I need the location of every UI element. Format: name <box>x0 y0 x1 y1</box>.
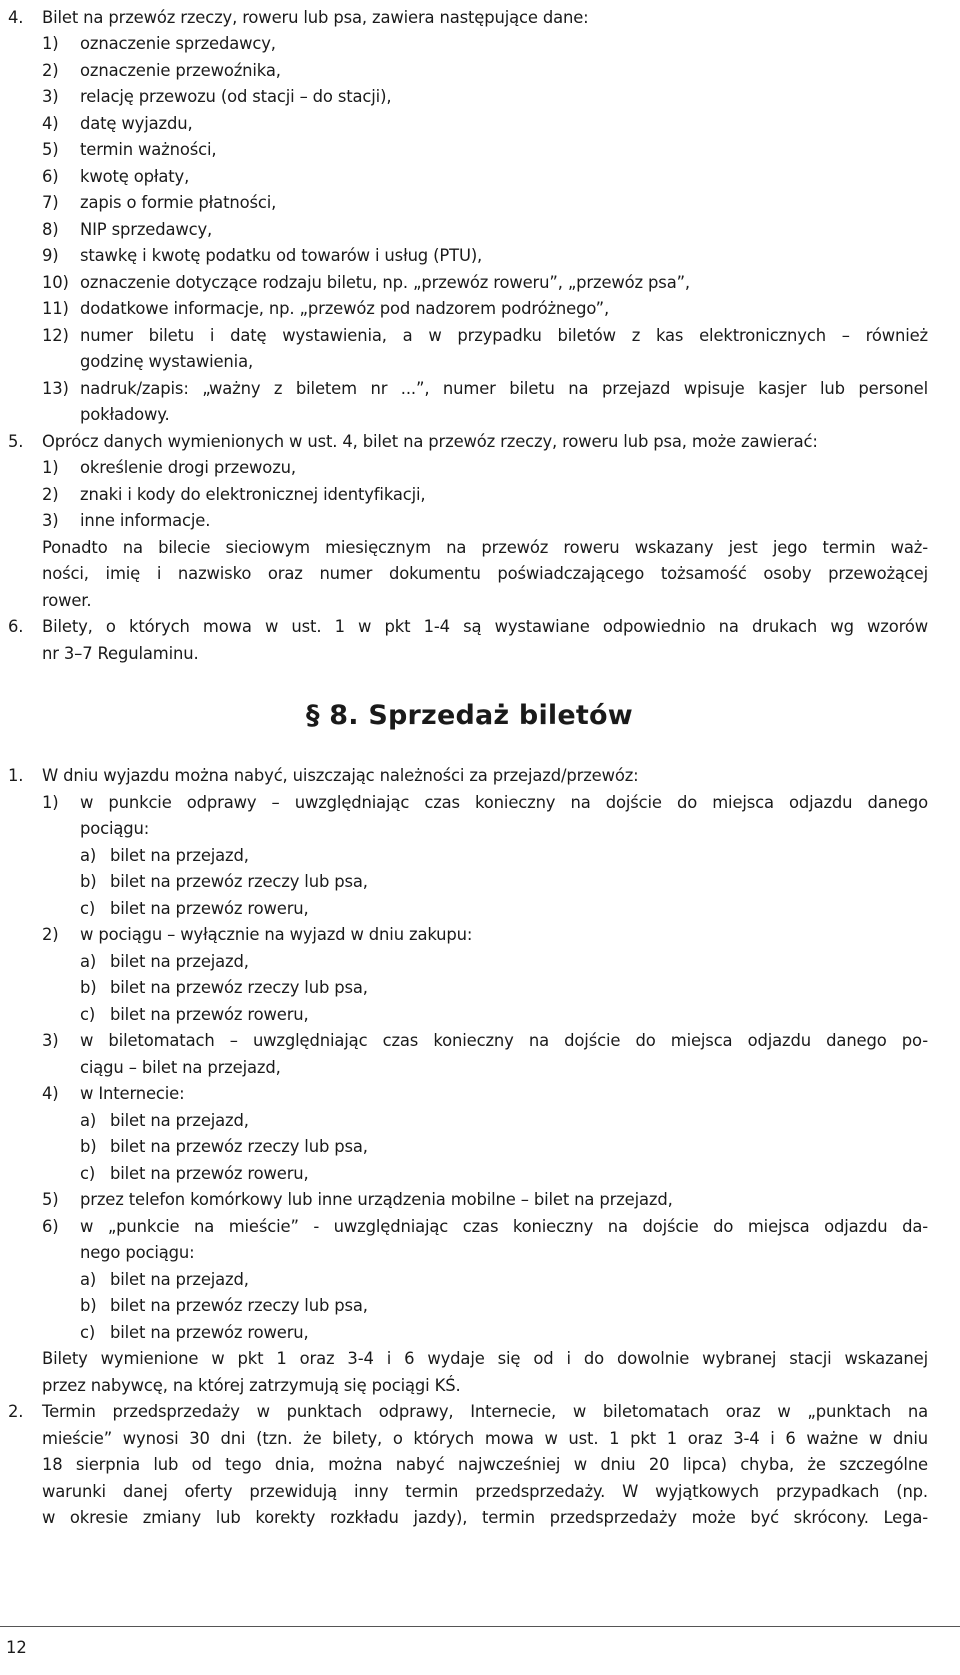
text-line: bilet na przejazd, <box>110 1111 249 1130</box>
text-line: w punkcie odprawy – uwzględniając czas konieczny na dojście do miejsca odjazdu danego <box>80 793 928 812</box>
list-marker: 4. <box>8 8 24 27</box>
list-marker: 6) <box>42 1217 59 1236</box>
list-marker: 2) <box>42 61 59 80</box>
list-marker: 3) <box>42 1031 59 1050</box>
text-line: numer biletu i datę wystawienia, a w przypadku biletów z kas elektronicznych – również <box>80 326 928 345</box>
list-marker: a) <box>80 952 97 971</box>
text-line: zapis o formie płatności, <box>80 193 277 212</box>
list-marker: 6) <box>42 167 59 186</box>
text-line: oznaczenie dotyczące rodzaju biletu, np. „przewóz roweru”, „przewóz psa”, <box>80 273 690 292</box>
text-line: w Internecie: <box>80 1084 185 1103</box>
list-marker: 4) <box>42 114 59 133</box>
text-line: określenie drogi przewozu, <box>80 458 296 477</box>
text-line: bilet na przewóz rzeczy lub psa, <box>110 1137 368 1156</box>
text-line: przez nabywcę, na której zatrzymują się pociągi KŚ. <box>42 1376 461 1395</box>
text-line: dodatkowe informacje, np. „przewóz pod nadzorem podróżnego”, <box>80 299 610 318</box>
list-marker: c) <box>80 1164 96 1183</box>
list-marker: 4) <box>42 1084 59 1103</box>
text-line: bilet na przewóz roweru, <box>110 1323 309 1342</box>
text-line: mieście” wynosi 30 dni (tzn. że bilety, o których mowa w ust. 1 pkt 1 oraz 3-4 i 6 ważne w dniu <box>42 1429 928 1448</box>
list-marker: 1) <box>42 458 59 477</box>
list-marker: 9) <box>42 246 59 265</box>
list-marker: a) <box>80 1111 97 1130</box>
text-line: bilet na przejazd, <box>110 952 249 971</box>
text-line: nego pociągu: <box>80 1243 195 1262</box>
text-line: bilet na przewóz rzeczy lub psa, <box>110 1296 368 1315</box>
text-line: oznaczenie sprzedawcy, <box>80 34 276 53</box>
text-line: rower. <box>42 591 92 610</box>
text-line: Termin przedsprzedaży w punktach odprawy, Internecie, w biletomatach oraz w „punktach na <box>42 1402 928 1421</box>
list-marker: 2) <box>42 925 59 944</box>
list-marker: 13) <box>42 379 69 398</box>
text-line: 18 sierpnia lub od tego dnia, można nabyć najwcześniej w dniu 20 lipca) chyba, że szczególne <box>42 1455 928 1474</box>
list-marker: 5) <box>42 1190 59 1209</box>
list-marker: b) <box>80 1137 97 1156</box>
page-number: 12 <box>6 1638 27 1657</box>
text-line: Ponadto na bilecie sieciowym miesięcznym na przewóz roweru wskazany jest jego termin waż- <box>42 538 928 557</box>
text-line: w pociągu – wyłącznie na wyjazd w dniu zakupu: <box>80 925 473 944</box>
section-heading: § 8. Sprzedaż biletów <box>306 700 633 731</box>
text-line: stawkę i kwotę podatku od towarów i usług (PTU), <box>80 246 483 265</box>
text-line: pokładowy. <box>80 405 170 424</box>
list-marker: 7) <box>42 193 59 212</box>
list-marker: c) <box>80 1323 96 1342</box>
list-marker: 3) <box>42 511 59 530</box>
list-marker: b) <box>80 1296 97 1315</box>
text-line: warunki danej oferty przewidują inny termin przedsprzedaży. W wyjątkowych przypadkach (np. <box>42 1482 928 1501</box>
text-line: bilet na przewóz roweru, <box>110 1164 309 1183</box>
footer-divider <box>0 1626 960 1627</box>
list-marker: 2. <box>8 1402 24 1421</box>
list-marker: c) <box>80 899 96 918</box>
text-line: termin ważności, <box>80 140 217 159</box>
text-line: kwotę opłaty, <box>80 167 190 186</box>
text-line: pociągu: <box>80 819 150 838</box>
text-line: Oprócz danych wymienionych w ust. 4, bilet na przewóz rzeczy, roweru lub psa, może zawierać: <box>42 432 818 451</box>
text-line: ności, imię i nazwisko oraz numer dokumentu poświadczającego tożsamość osoby przewożącej <box>42 564 928 583</box>
text-line: godzinę wystawienia, <box>80 352 254 371</box>
text-line: datę wyjazdu, <box>80 114 193 133</box>
text-line: bilet na przewóz roweru, <box>110 1005 309 1024</box>
text-line: bilet na przejazd, <box>110 1270 249 1289</box>
text-line: bilet na przewóz roweru, <box>110 899 309 918</box>
text-line: bilet na przejazd, <box>110 846 249 865</box>
text-line: bilet na przewóz rzeczy lub psa, <box>110 872 368 891</box>
list-marker: 1) <box>42 34 59 53</box>
text-line: ciągu – bilet na przejazd, <box>80 1058 281 1077</box>
list-marker: 2) <box>42 485 59 504</box>
list-marker: 8) <box>42 220 59 239</box>
text-line: Bilet na przewóz rzeczy, roweru lub psa, zawiera następujące dane: <box>42 8 589 27</box>
list-marker: 6. <box>8 617 24 636</box>
list-marker: b) <box>80 978 97 997</box>
list-marker: 10) <box>42 273 69 292</box>
text-line: w biletomatach – uwzględniając czas konieczny na dojście do miejsca odjazdu danego po- <box>80 1031 928 1050</box>
text-line: bilet na przewóz rzeczy lub psa, <box>110 978 368 997</box>
list-marker: 1. <box>8 766 24 785</box>
list-marker: 12) <box>42 326 69 345</box>
text-line: W dniu wyjazdu można nabyć, uiszczając należności za przejazd/przewóz: <box>42 766 639 785</box>
text-line: relację przewozu (od stacji – do stacji), <box>80 87 392 106</box>
list-marker: c) <box>80 1005 96 1024</box>
list-marker: 5. <box>8 432 24 451</box>
text-line: Bilety, o których mowa w ust. 1 w pkt 1-4 są wystawiane odpowiednio na drukach wg wzorów <box>42 617 928 636</box>
text-line: znaki i kody do elektronicznej identyfikacji, <box>80 485 426 504</box>
text-line: oznaczenie przewoźnika, <box>80 61 281 80</box>
list-marker: b) <box>80 872 97 891</box>
text-line: nr 3–7 Regulaminu. <box>42 644 199 663</box>
text-line: w okresie zmiany lub korekty rozkładu jazdy), termin przedsprzedaży może być skrócony. Lega- <box>42 1508 928 1527</box>
text-line: Bilety wymienione w pkt 1 oraz 3-4 i 6 wydaje się od i do dowolnie wybranej stacji wskazanej <box>42 1349 928 1368</box>
text-line: przez telefon komórkowy lub inne urządzenia mobilne – bilet na przejazd, <box>80 1190 673 1209</box>
list-marker: 3) <box>42 87 59 106</box>
text-line: inne informacje. <box>80 511 211 530</box>
text-line: NIP sprzedawcy, <box>80 220 213 239</box>
list-marker: 11) <box>42 299 69 318</box>
list-marker: 1) <box>42 793 59 812</box>
text-line: w „punkcie na mieście” - uwzględniając czas konieczny na dojście do miejsca odjazdu da- <box>80 1217 928 1236</box>
list-marker: 5) <box>42 140 59 159</box>
list-marker: a) <box>80 1270 97 1289</box>
text-line: nadruk/zapis: „ważny z biletem nr ...”, numer biletu na przejazd wpisuje kasjer lub personel <box>80 379 928 398</box>
list-marker: a) <box>80 846 97 865</box>
